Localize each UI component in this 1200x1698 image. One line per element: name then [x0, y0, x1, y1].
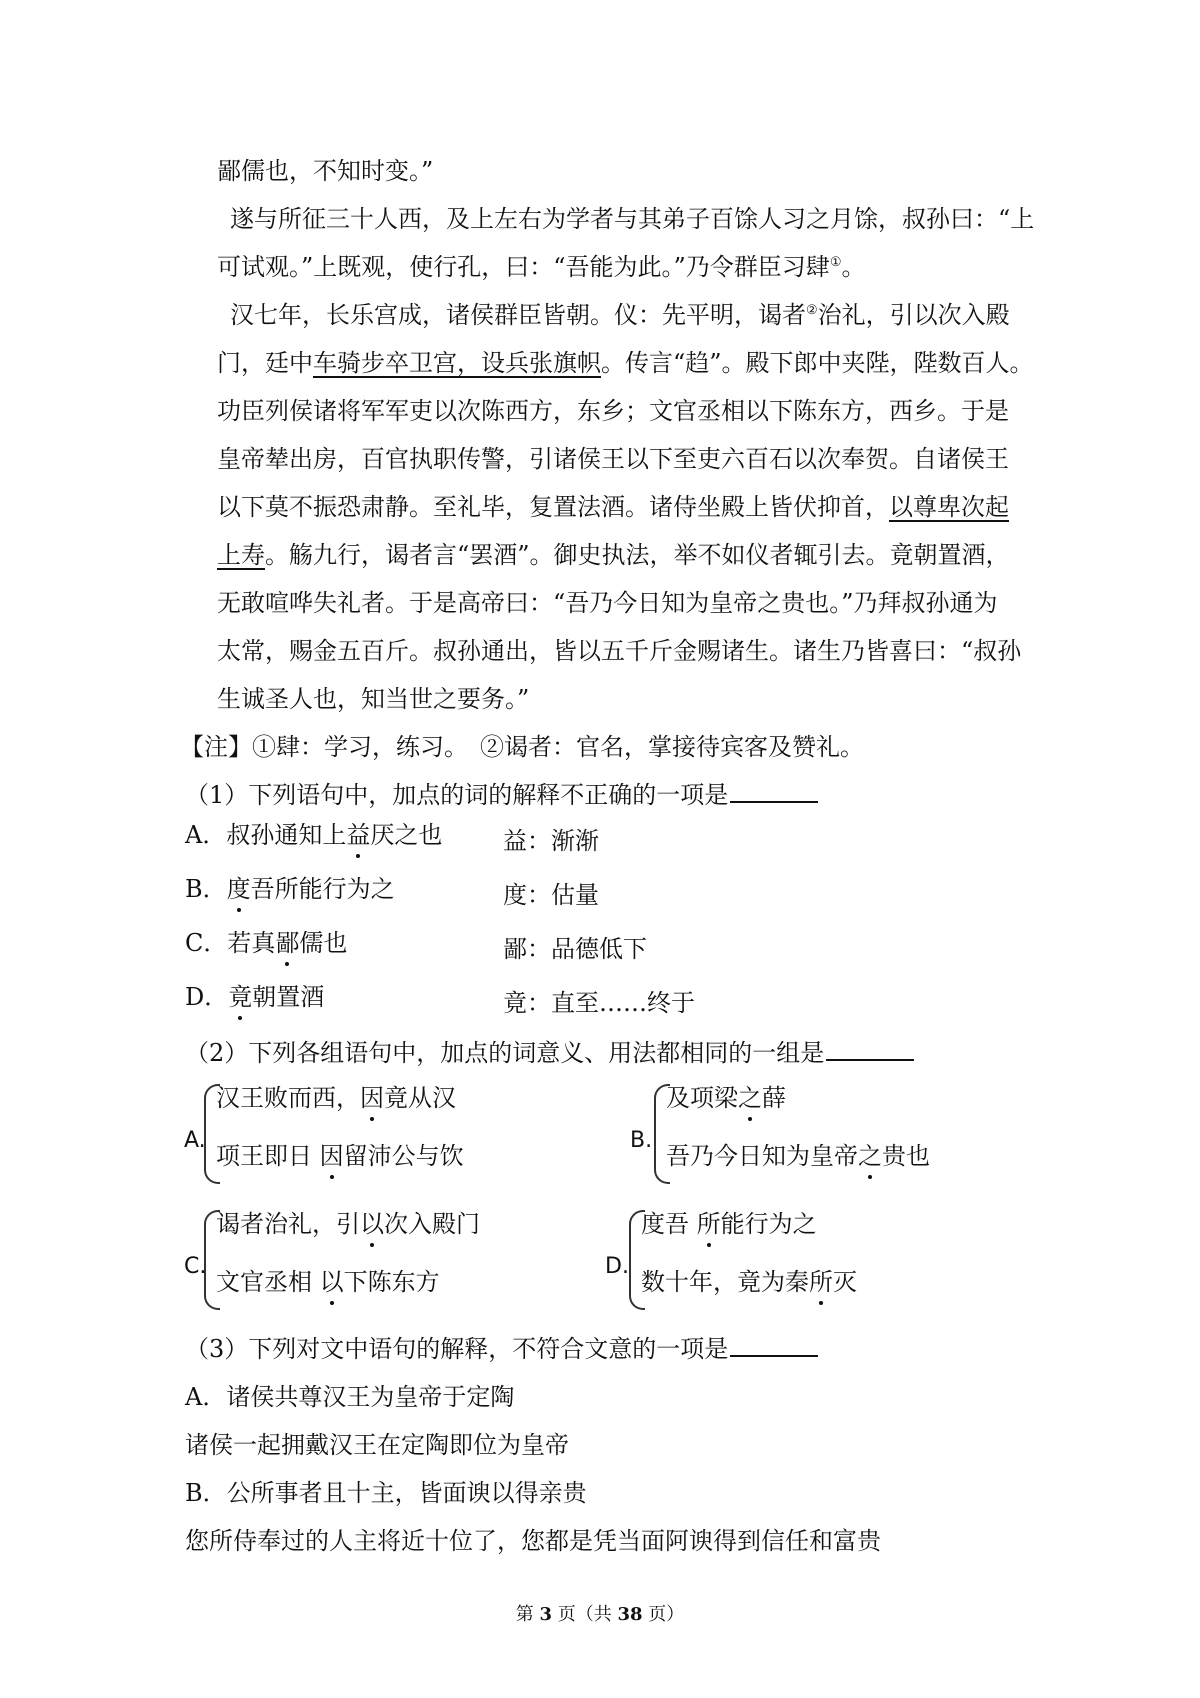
q1-option-c-explanation: 鄙：品德低下	[503, 935, 647, 963]
passage-line: 可试观。”上既观，使行孔，曰：“吾能为此。”乃令群臣习肆①。	[217, 253, 866, 281]
question-3-stem: （3）下列对文中语句的解释，不符合文意的一项是	[185, 1334, 818, 1364]
footnote-mark: ②	[806, 303, 818, 318]
group-line: 文官丞相 以下陈东方	[216, 1262, 440, 1297]
page-footer: 第 3 页（共 38 页）	[515, 1604, 685, 1625]
passage-line: 汉七年，长乐宫成，诸侯群臣皆朝。仪：先平明，谒者②治礼，引以次入殿	[230, 301, 1010, 329]
dotted-char: 益	[346, 821, 371, 849]
footnote-mark: ①	[829, 255, 842, 270]
dotted-char: 因	[320, 1136, 344, 1171]
q1-option-d-explanation: 竟：直至……终于	[503, 989, 695, 1017]
passage-line: 生诚圣人也，知当世之要务。”	[217, 685, 530, 713]
passage-line: 太常，赐金五百斤。叔孙通出，皆以五千斤金赐诸生。诸生乃皆喜曰：“叔孙	[217, 637, 1022, 665]
q3-option-b-explanation: 您所侍奉过的人主将近十位了，您都是凭当面阿谀得到信任和富贵	[185, 1527, 881, 1555]
q3-option-a[interactable]: A．诸侯共尊汉王为皇帝于定陶	[185, 1383, 515, 1411]
option-label: D.	[605, 1254, 629, 1279]
group-line: 数十年，竟为秦所灭	[641, 1262, 857, 1297]
dotted-char: 所	[697, 1204, 721, 1239]
q1-option-c[interactable]: C．若真鄙儒也	[185, 929, 348, 957]
annotation-note: 【注】①肆：学习，练习。 ②谒者：官名，掌接待宾客及赞礼。	[180, 733, 864, 761]
q1-option-b-explanation: 度：估量	[503, 881, 599, 909]
q1-option-a-explanation: 益：渐渐	[503, 827, 599, 855]
underlined-phrase: 车骑步卒卫宫，设兵张旗帜	[313, 349, 601, 377]
dotted-char: 之	[858, 1136, 882, 1171]
answer-blank[interactable]	[730, 781, 818, 803]
passage-line: 上寿。觞九行，谒者言“罢酒”。御史执法，举不如仪者辄引去。竟朝置酒，	[217, 541, 1010, 569]
q3-option-a-explanation: 诸侯一起拥戴汉王在定陶即位为皇帝	[185, 1431, 569, 1459]
option-label: C.	[184, 1254, 207, 1279]
passage-line: 功臣列侯诸将军军吏以次陈西方，东乡；文官丞相以下陈东方，西乡。于是	[217, 397, 1009, 425]
option-label: B.	[630, 1128, 653, 1153]
q1-option-a[interactable]: A．叔孙通知上益厌之也	[185, 821, 443, 849]
passage-line: 鄙儒也，不知时变。”	[217, 157, 434, 185]
dotted-char: 所	[809, 1262, 833, 1297]
dotted-char: 以	[360, 1204, 384, 1239]
dotted-char: 鄙	[275, 929, 300, 957]
q3-option-b[interactable]: B．公所事者且十主，皆面谀以得亲贵	[185, 1479, 587, 1507]
question-1-stem: （1）下列语句中，加点的词的解释不正确的一项是	[185, 780, 818, 810]
group-line: 项王即日 因留沛公与饮	[216, 1136, 464, 1171]
group-line: 谒者治礼，引以次入殿门	[216, 1204, 480, 1239]
q1-option-b[interactable]: B．度吾所能行为之	[185, 875, 395, 903]
dotted-char: 因	[360, 1078, 384, 1113]
group-line: 吾乃今日知为皇帝之贵也	[666, 1136, 930, 1171]
underlined-phrase: 以尊卑次起	[889, 493, 1009, 521]
group-line: 及项梁之薛	[666, 1078, 786, 1113]
q1-option-d[interactable]: D．竟朝置酒	[185, 983, 325, 1011]
passage-line: 遂与所征三十人西，及上左右为学者与其弟子百馀人习之月馀，叔孙曰：“上	[230, 205, 1035, 233]
answer-blank[interactable]	[730, 1335, 818, 1357]
page-number: 3	[539, 1604, 552, 1625]
underlined-phrase: 上寿	[217, 541, 265, 569]
passage-line: 无敢喧哗失礼者。于是高帝曰：“吾乃今日知为皇帝之贵也。”乃拜叔孙通为	[217, 589, 998, 617]
group-line: 度吾 所能行为之	[641, 1204, 817, 1239]
dotted-char: 竟	[228, 983, 253, 1011]
option-label: A.	[184, 1128, 206, 1153]
page-total: 38	[617, 1604, 643, 1625]
passage-line: 以下莫不振恐肃静。至礼毕，复置法酒。诸侍坐殿上皆伏抑首，以尊卑次起	[217, 493, 1009, 521]
passage-line: 门，廷中车骑步卒卫宫，设兵张旗帜。传言“趋”。殿下郎中夹陛，陛数百人。	[217, 349, 1034, 377]
dotted-char: 之	[738, 1078, 762, 1113]
dotted-char: 以	[320, 1262, 344, 1297]
question-2-stem: （2）下列各组语句中，加点的词意义、用法都相同的一组是	[185, 1038, 914, 1068]
group-line: 汉王败而西，因竟从汉	[216, 1078, 456, 1113]
answer-blank[interactable]	[826, 1039, 914, 1061]
passage-line: 皇帝辇出房，百官执职传警，引诸侯王以下至吏六百石以次奉贺。自诸侯王	[217, 445, 1009, 473]
dotted-char: 度	[226, 875, 251, 903]
